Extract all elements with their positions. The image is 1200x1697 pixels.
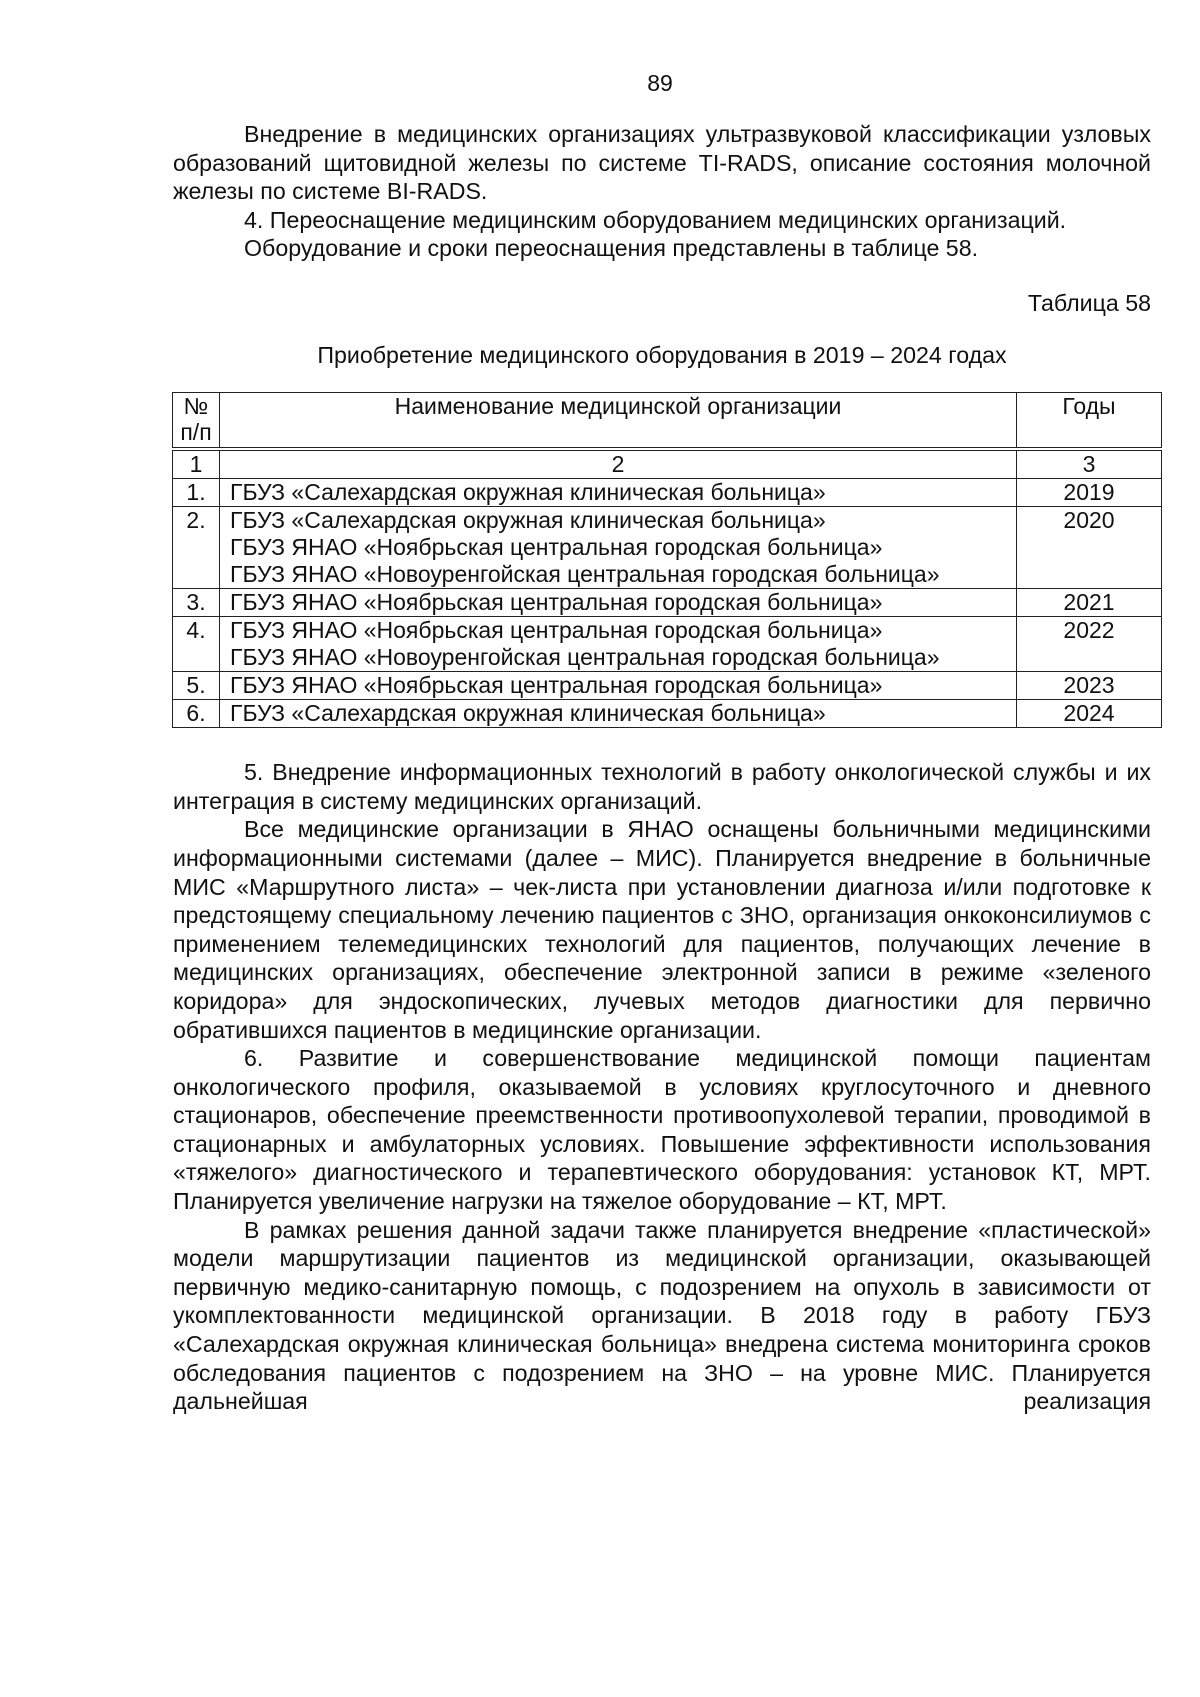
paragraph-mis: Все медицинские организации в ЯНАО оснащены больничными медицинскими информационными системами (далее – МИС). Планируется внедрение в больничные МИС «Маршрутного листа» – чек-листа при установлении диагноза и/или подготовке к предстоящему специальному лечению пациентов с ЗНО, организация онкоконсилиумов с применением телемедицинских технологий для пациентов, получающих лечение в медицинских организациях, обеспечение электронной записи в режиме «зеленого коридора» для эндоскопических, лучевых методов диагностики для первично обратившихся пациентов в медицинские организации. bbox=[173, 816, 1151, 1043]
paragraph-routing-model: В рамках решения данной задачи также планируется внедрение «пластической» модели маршрутизации пациентов из медицинской организации, оказывающей первичную медико-санитарную помощь, с подозрением на опухоль в зависимости от укомплектованности медицинской организации. В 2018 году в работу ГБУЗ «Салехардская окружная клиническая больница» внедрена система мониторинга сроков обследования пациентов с подозрением на ЗНО – на уровне МИС. Планируется дальнейшая реализация bbox=[173, 1216, 1151, 1415]
table-header-row bbox=[173, 393, 1162, 450]
row-orgs bbox=[220, 589, 1017, 617]
row-orgs bbox=[220, 617, 1017, 672]
table-row bbox=[173, 479, 1162, 507]
row-num: 1. bbox=[173, 479, 220, 507]
org-name: ГБУЗ ЯНАО «Ноябрьская центральная городская больница» bbox=[230, 589, 883, 616]
org-name: ГБУЗ ЯНАО «Ноябрьская центральная городская больница» bbox=[230, 672, 883, 699]
table-row bbox=[173, 617, 1162, 672]
row-orgs bbox=[220, 507, 1017, 589]
org-name: ГБУЗ ЯНАО «Ноябрьская центральная городская больница» bbox=[230, 617, 883, 644]
paragraph-oncology-care: 6. Развитие и совершенствование медицинской помощи пациентам онкологического профиля, оказываемой в условиях круглосуточного и дневного стационаров, обеспечение преемственности противоопухолевой терапии, проводимой в стационарных и амбулаторных условиях. Повышение эффективности использования «тяжелого» диагностического и терапевтического оборудования: установок КТ, МРТ. Планируется увеличение нагрузки на тяжелое оборудование – КТ, МРТ. bbox=[173, 1045, 1151, 1215]
document-body bbox=[173, 120, 1151, 1416]
equipment-table bbox=[172, 392, 1162, 728]
row-year: 2024 bbox=[1017, 700, 1162, 728]
row-num: 2. bbox=[173, 507, 220, 589]
header-num: № п/п bbox=[173, 393, 220, 450]
paragraph-tirads: Внедрение в медицинских организациях ультразвуковой классификации узловых образований щитовидной железы по системе TI-RADS, описание состояния молочной железы по системе BI-RADS. bbox=[173, 121, 1151, 205]
table-label: Таблица 58 bbox=[1027, 289, 1151, 316]
header-name: Наименование медицинской организации bbox=[220, 393, 1017, 450]
column-number-2: 2 bbox=[220, 449, 1017, 479]
row-orgs bbox=[220, 479, 1017, 507]
row-num: 4. bbox=[173, 617, 220, 672]
paragraph-table-reference: Оборудование и сроки переоснащения представлены в таблице 58. bbox=[244, 235, 979, 262]
row-year: 2020 bbox=[1017, 507, 1162, 589]
org-name: ГБУЗ «Салехардская окружная клиническая больница» bbox=[230, 507, 826, 534]
paragraph-reequipment: 4. Переоснащение медицинским оборудованием медицинских организаций. bbox=[244, 206, 1067, 233]
page-number: 89 bbox=[647, 70, 673, 96]
paragraph-it-implementation: 5. Внедрение информационных технологий в работу онкологической службы и их интеграция в систему медицинских организаций. bbox=[173, 759, 1151, 814]
row-year: 2019 bbox=[1017, 479, 1162, 507]
org-name: ГБУЗ «Салехардская окружная клиническая больница» bbox=[230, 700, 826, 727]
table-row bbox=[173, 507, 1162, 589]
row-year: 2021 bbox=[1017, 589, 1162, 617]
table-row bbox=[173, 700, 1162, 728]
row-year: 2022 bbox=[1017, 617, 1162, 672]
org-name: ГБУЗ ЯНАО «Ноябрьская центральная городская больница» bbox=[230, 534, 883, 561]
column-number-1: 1 bbox=[173, 449, 220, 479]
row-num: 3. bbox=[173, 589, 220, 617]
table-row bbox=[173, 672, 1162, 700]
row-orgs bbox=[220, 700, 1017, 728]
column-numbers-row bbox=[173, 449, 1162, 479]
row-num: 5. bbox=[173, 672, 220, 700]
row-year: 2023 bbox=[1017, 672, 1162, 700]
section-after-table bbox=[173, 758, 1151, 1416]
header-years: Годы bbox=[1017, 393, 1162, 450]
table-row bbox=[173, 589, 1162, 617]
org-name: ГБУЗ ЯНАО «Новоуренгойская центральная городская больница» bbox=[230, 561, 940, 588]
table-title: Приобретение медицинского оборудования в 2019 – 2024 годах bbox=[317, 341, 1007, 368]
org-name: ГБУЗ ЯНАО «Новоуренгойская центральная городская больница» bbox=[230, 644, 940, 671]
column-number-3: 3 bbox=[1017, 449, 1162, 479]
org-name: ГБУЗ «Салехардская окружная клиническая больница» bbox=[230, 479, 826, 506]
row-num: 6. bbox=[173, 700, 220, 728]
row-orgs bbox=[220, 672, 1017, 700]
